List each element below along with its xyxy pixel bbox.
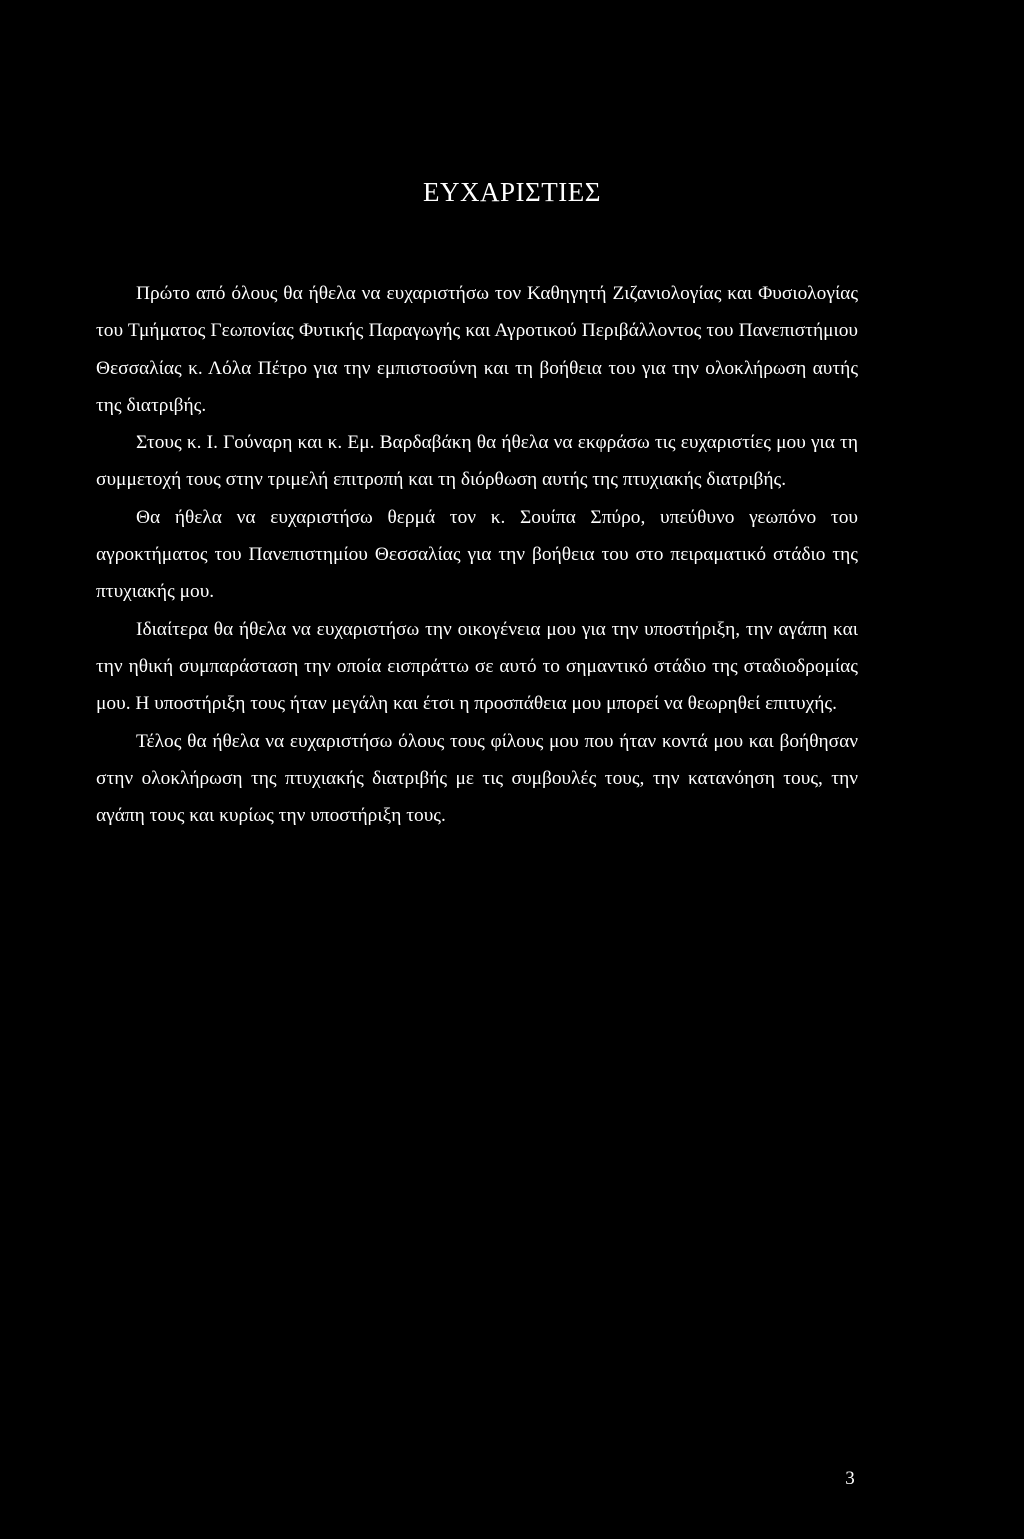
- paragraph-3: Θα ήθελα να ευχαριστήσω θερμά τον κ. Σουίπα Σπύρο, υπεύθυνο γεωπόνο του αγροκτήματος του Πανεπιστημίου Θεσσαλίας για την βοήθεια του στο πειραματικό στάδιο της πτυχιακής μου.: [96, 506, 858, 603]
- page-title: ΕΥΧΑΡΙΣΤΙΕΣ: [423, 177, 601, 207]
- page-number: 3: [845, 1468, 855, 1489]
- acknowledgements-body: [96, 275, 858, 834]
- paragraph-5: Τέλος θα ήθελα να ευχαριστήσω όλους τους φίλους μου που ήταν κοντά μου και βοήθησαν στην ολοκλήρωση της πτυχιακής διατριβής με τις συμβουλές τους, την κατανόηση τους, την αγάπη τους και κυρίως την υποστήριξη τους.: [96, 730, 858, 827]
- paragraph-1: Πρώτο από όλους θα ήθελα να ευχαριστήσω τον Καθηγητή Ζιζανιολογίας και Φυσιολογίας του Τμήματος Γεωπονίας Φυτικής Παραγωγής και Αγροτικού Περιβάλλοντος του Πανεπιστήμιου Θεσσαλίας κ. Λόλα Πέτρο για την εμπιστοσύνη και τη βοήθεια του για την ολοκλήρωση αυτής της διατριβής.: [96, 283, 858, 416]
- paragraph-4: Ιδιαίτερα θα ήθελα να ευχαριστήσω την οικογένεια μου για την υποστήριξη, την αγάπη και την ηθική συμπαράσταση την οποία εισπράττω σε αυτό το σημαντικό στάδιο της σταδιοδρομίας μου. Η υποστήριξη τους ήταν μεγάλη και έτσι η προσπάθεια μου μπορεί να θεωρηθεί επιτυχής.: [96, 618, 858, 715]
- paragraph-2: Στους κ. Ι. Γούναρη και κ. Εμ. Βαρδαβάκη θα ήθελα να εκφράσω τις ευχαριστίες μου για τη συμμετοχή τους στην τριμελή επιτροπή και τη διόρθωση αυτής της πτυχιακής διατριβής.: [96, 432, 858, 491]
